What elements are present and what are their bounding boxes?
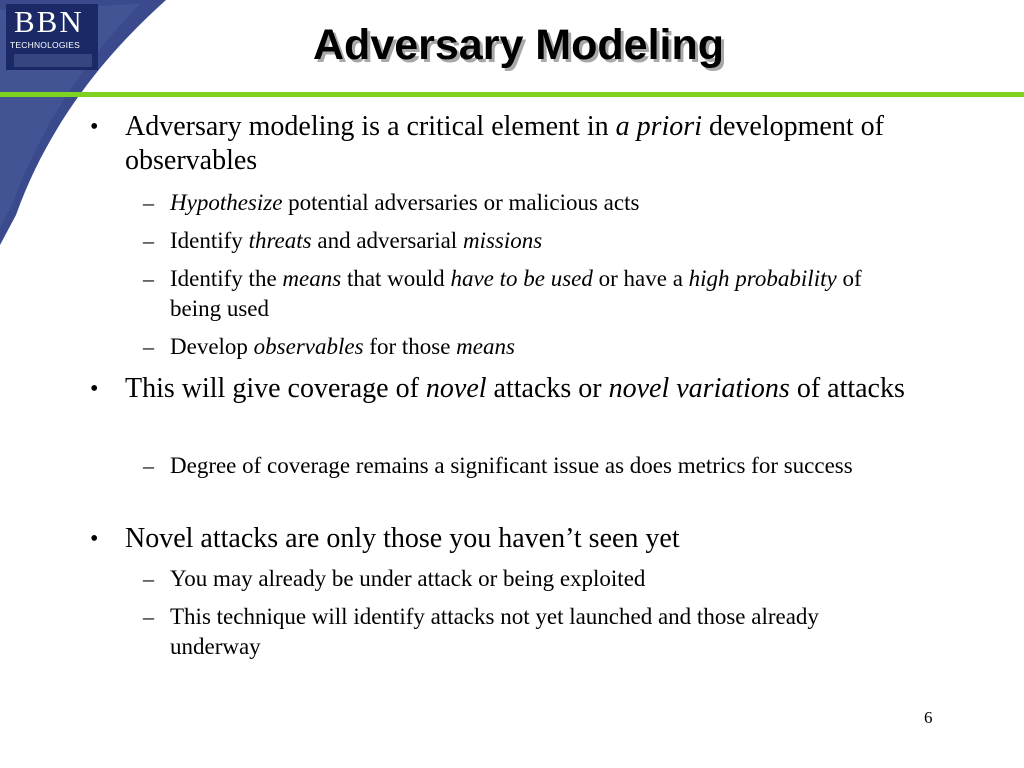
text-run: Novel attacks are only those you haven’t seen yet xyxy=(125,523,680,554)
dash-glyph: – xyxy=(143,453,154,478)
italic-text: threats xyxy=(248,228,312,253)
text-run: Identify xyxy=(170,228,249,253)
dash-glyph: – xyxy=(143,190,154,215)
text-run: Develop xyxy=(170,334,254,359)
page-number: 6 xyxy=(924,708,933,727)
dash-glyph: – xyxy=(143,266,154,291)
sub-bullet-point xyxy=(170,188,940,218)
text-run: that would xyxy=(341,266,451,291)
bullet-point xyxy=(125,110,945,178)
header-accent-line xyxy=(0,92,1024,97)
text-run: or have a xyxy=(592,266,689,291)
sub-bullet-point xyxy=(170,226,940,256)
italic-text: Hypothesize xyxy=(170,190,283,215)
text-run: potential adversaries or malicious acts xyxy=(282,190,640,215)
italic-text: novel xyxy=(425,373,487,404)
text-run: Identify the xyxy=(170,266,283,291)
italic-text: have to be used xyxy=(450,266,593,291)
text-run: This technique will identify attacks not yet launched and those already underway xyxy=(170,604,819,659)
text-run: Degree of coverage remains a significant issue as does metrics for success xyxy=(170,453,853,478)
bullet-glyph: • xyxy=(90,376,99,402)
italic-text: a priori xyxy=(615,111,702,142)
sub-bullet-point xyxy=(170,451,940,481)
logo-subtitle: TECHNOLOGIES xyxy=(10,40,80,50)
bullet-point xyxy=(125,522,945,556)
text-run: Adversary modeling is a critical element in xyxy=(125,111,616,142)
dash-glyph: – xyxy=(143,228,154,253)
italic-text: missions xyxy=(462,228,543,253)
text-run: You may already be under attack or being exploited xyxy=(170,566,646,591)
logo-name: BBN xyxy=(14,4,84,39)
italic-text: means xyxy=(282,266,342,291)
text-run: of being used xyxy=(170,266,862,321)
sub-bullet-point xyxy=(170,564,940,594)
logo-bar xyxy=(14,54,92,67)
italic-text: novel variations xyxy=(608,373,790,404)
text-run: attacks or xyxy=(486,373,609,404)
slide-title: Adversary Modeling xyxy=(313,21,724,69)
sub-bullet-point xyxy=(170,332,940,362)
italic-text: high probability xyxy=(688,266,837,291)
text-run: development of observables xyxy=(125,111,884,176)
text-run: of attacks xyxy=(789,373,905,404)
text-run: This will give coverage of xyxy=(125,373,426,404)
text-run: and adversarial xyxy=(311,228,463,253)
bullet-glyph: • xyxy=(90,114,99,140)
bullet-point xyxy=(125,372,945,406)
bullet-glyph: • xyxy=(90,526,99,552)
dash-glyph: – xyxy=(143,566,154,591)
text-run: for those xyxy=(363,334,457,359)
dash-glyph: – xyxy=(143,604,154,629)
italic-text: means xyxy=(456,334,515,359)
bbn-logo xyxy=(6,4,98,70)
sub-bullet-point xyxy=(170,264,870,324)
sub-bullet-point xyxy=(170,602,890,662)
italic-text: observables xyxy=(253,334,364,359)
dash-glyph: – xyxy=(143,334,154,359)
